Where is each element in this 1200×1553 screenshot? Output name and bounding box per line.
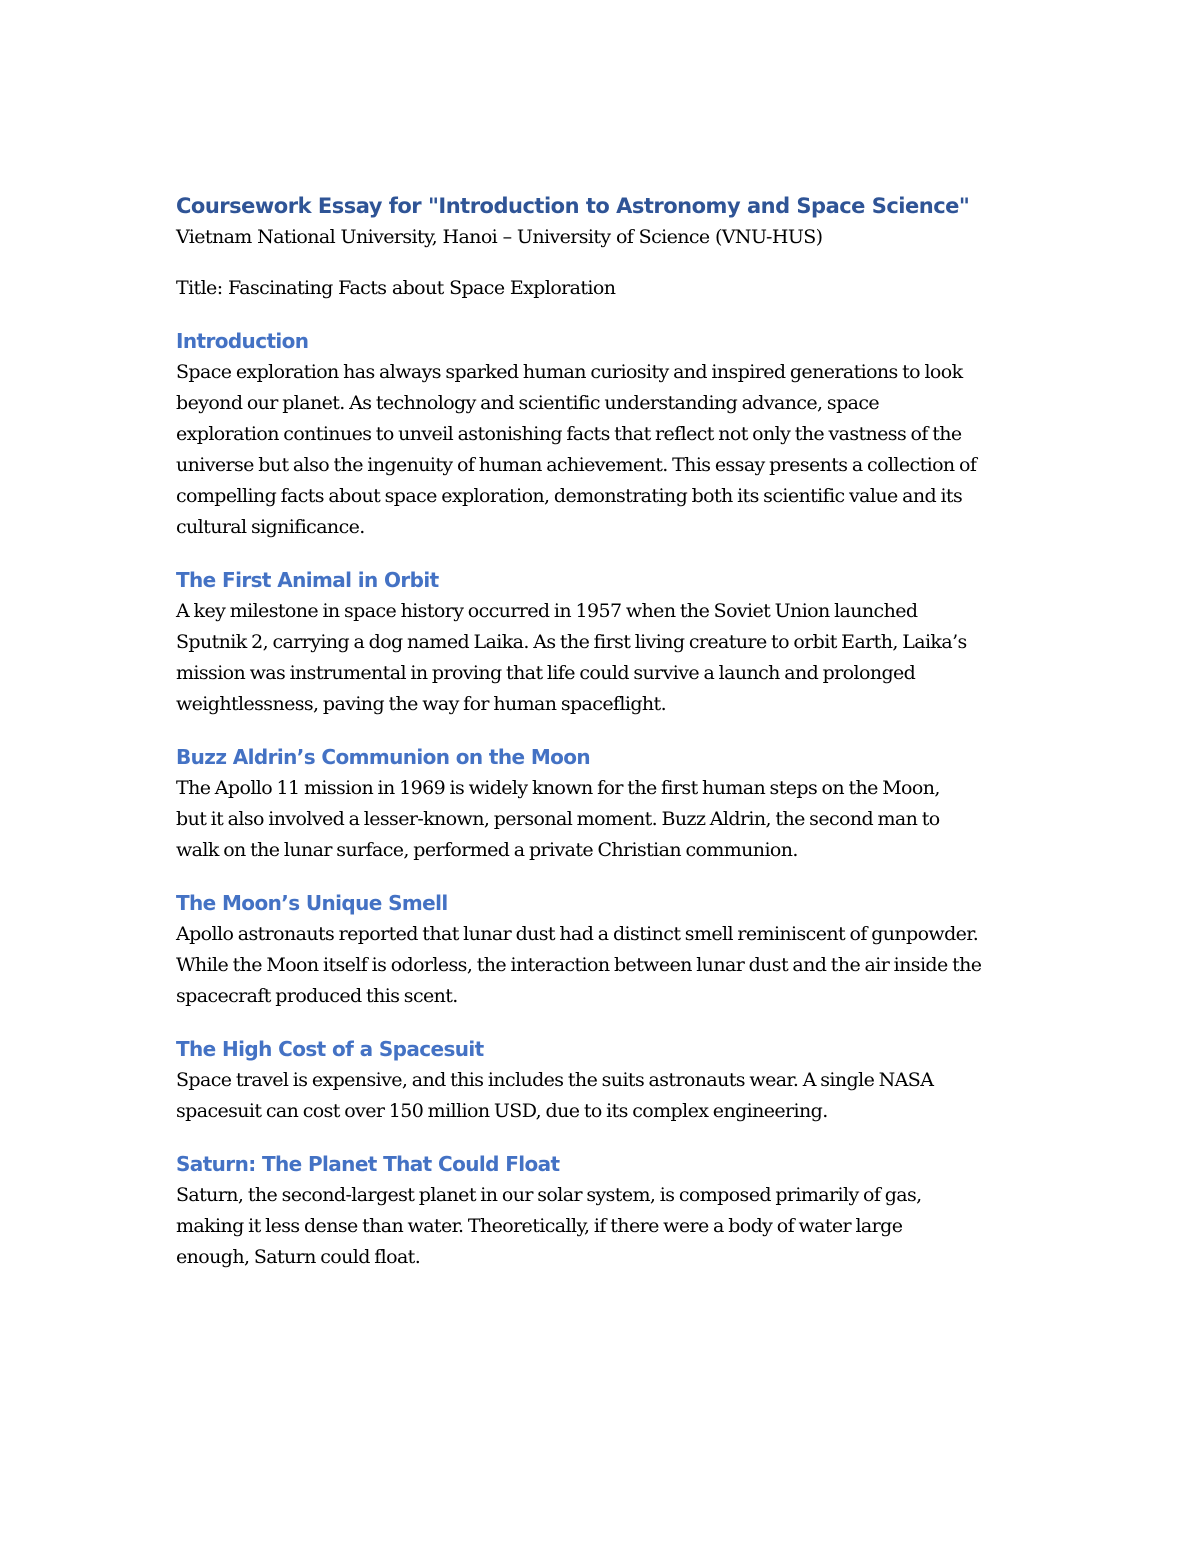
body-line: enough, Saturn could float. (176, 1246, 421, 1268)
section-body (176, 1065, 1028, 1127)
body-line: The Apollo 11 mission in 1969 is widely known for the first human steps on the Moon, (176, 777, 940, 799)
body-line: spacecraft produced this scent. (176, 985, 458, 1007)
body-line: cultural significance. (176, 516, 365, 538)
section-body (176, 596, 1028, 720)
essay-sections (176, 325, 1028, 1273)
body-line: walk on the lunar surface, performed a private Christian communion. (176, 839, 798, 861)
section-introduction (176, 325, 1028, 543)
section-saturn-the-planet-that-could-float (176, 1148, 1028, 1273)
body-line: weightlessness, paving the way for human spaceflight. (176, 693, 667, 715)
section-the-moon-s-unique-smell (176, 887, 1028, 1012)
institution-line: Vietnam National University, Hanoi – University of Science (VNU-HUS) (176, 226, 823, 248)
body-line: but it also involved a lesser-known, personal moment. Buzz Aldrin, the second man to (176, 808, 940, 830)
essay-title: Title: Fascinating Facts about Space Exploration (176, 277, 616, 299)
document-title: Coursework Essay for "Introduction to Astronomy and Space Science" (176, 194, 970, 218)
body-line: Space travel is expensive, and this includes the suits astronauts wear. A single NASA (176, 1069, 934, 1091)
section-heading: Introduction (176, 329, 309, 353)
section-heading: The High Cost of a Spacesuit (176, 1037, 484, 1061)
body-line: Sputnik 2, carrying a dog named Laika. As the first living creature to orbit Earth, Laika’s (176, 631, 967, 653)
body-line: spacesuit can cost over 150 million USD, due to its complex engineering. (176, 1100, 828, 1122)
body-line: Saturn, the second-largest planet in our solar system, is composed primarily of gas, (176, 1184, 922, 1206)
section-heading: The Moon’s Unique Smell (176, 891, 448, 915)
body-line: Space exploration has always sparked human curiosity and inspired generations to look (176, 361, 963, 383)
body-line: exploration continues to unveil astonishing facts that reflect not only the vastness of the (176, 423, 962, 445)
section-body (176, 357, 1028, 543)
body-line: compelling facts about space exploration, demonstrating both its scientific value and its (176, 485, 963, 507)
section-body (176, 919, 1028, 1012)
section-body (176, 773, 1028, 866)
body-line: making it less dense than water. Theoretically, if there were a body of water large (176, 1215, 903, 1237)
body-line: beyond our planet. As technology and scientific understanding advance, space (176, 392, 880, 414)
body-line: mission was instrumental in proving that life could survive a launch and prolonged (176, 662, 916, 684)
section-the-first-animal-in-orbit (176, 564, 1028, 720)
section-body (176, 1180, 1028, 1273)
body-line: While the Moon itself is odorless, the interaction between lunar dust and the air inside the (176, 954, 982, 976)
section-buzz-aldrin-s-communion-on-the-moon (176, 741, 1028, 866)
section-heading: The First Animal in Orbit (176, 568, 439, 592)
section-heading: Saturn: The Planet That Could Float (176, 1152, 560, 1176)
body-line: universe but also the ingenuity of human achievement. This essay presents a collection of (176, 454, 977, 476)
body-line: A key milestone in space history occurred in 1957 when the Soviet Union launched (176, 600, 918, 622)
body-line: Apollo astronauts reported that lunar dust had a distinct smell reminiscent of gunpowder. (176, 923, 979, 945)
section-the-high-cost-of-a-spacesuit (176, 1033, 1028, 1127)
document-content (176, 190, 1028, 1273)
section-heading: Buzz Aldrin’s Communion on the Moon (176, 745, 591, 769)
